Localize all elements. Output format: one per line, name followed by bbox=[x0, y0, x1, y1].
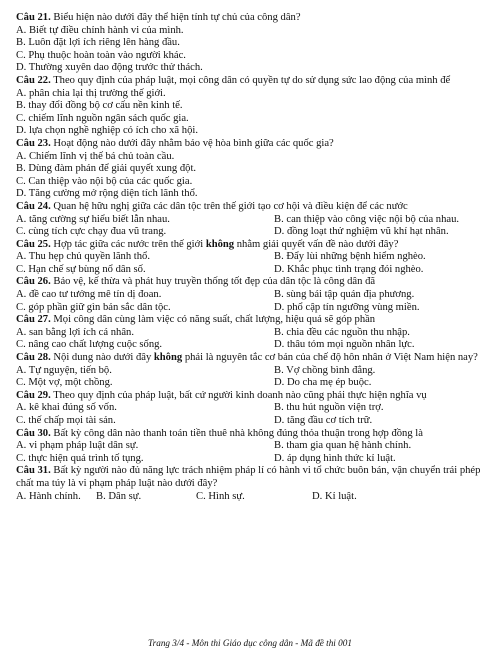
option-b: B. Luôn đặt lợi ích riêng lên hàng đầu. bbox=[16, 37, 180, 49]
option-a: A. phân chia lại thị trường thế giới. bbox=[16, 87, 166, 99]
question-number: Câu 22. bbox=[16, 74, 51, 86]
question-text: Mọi công dân cùng làm việc có năng suất, chất lượng, hiệu quả sẽ góp phần bbox=[53, 314, 376, 326]
question-28 bbox=[16, 352, 486, 390]
question-23 bbox=[16, 138, 486, 201]
question-text-end: phải là nguyên tắc cơ bản của chế độ hôn nhân ở Việt Nam hiện nay? bbox=[182, 352, 478, 364]
question-keyword: không bbox=[153, 352, 183, 364]
question-stem bbox=[16, 352, 486, 365]
option-d: D. Thường xuyên dao động trước thử thách. bbox=[16, 62, 203, 74]
question-30 bbox=[16, 428, 486, 466]
options-row bbox=[16, 377, 486, 390]
question-stem bbox=[16, 75, 486, 88]
question-number: Câu 30. bbox=[16, 427, 51, 439]
question-stem bbox=[16, 390, 486, 403]
option-b: B. sùng bái tập quán địa phương. bbox=[274, 289, 415, 301]
option-c: C. góp phần giữ gìn bản sắc dân tộc. bbox=[16, 301, 171, 313]
option-b: B. Dân sự. bbox=[96, 490, 142, 502]
question-stem bbox=[16, 314, 486, 327]
question-stem bbox=[16, 428, 486, 441]
question-keyword: không bbox=[205, 238, 235, 250]
option-d: D. Khắc phục tình trạng đói nghèo. bbox=[274, 263, 424, 275]
question-26 bbox=[16, 276, 486, 314]
option-a: A. đề cao tư tưởng mê tín dị đoan. bbox=[16, 289, 162, 301]
option-a: A. vi phạm pháp luật dân sự. bbox=[16, 440, 139, 452]
question-22 bbox=[16, 75, 486, 138]
option-b: B. Dùng đàm phán để giải quyết xung đột. bbox=[16, 163, 197, 175]
question-29 bbox=[16, 390, 486, 428]
option-b: B. tham gia quan hệ hành chính. bbox=[274, 440, 412, 452]
option-a: A. Hành chính. bbox=[16, 490, 81, 502]
question-number: Câu 23. bbox=[16, 137, 51, 149]
question-number: Câu 21. bbox=[16, 12, 51, 23]
option-c: C. Can thiệp vào nội bộ của các quốc gia. bbox=[16, 175, 193, 187]
option-c: C. thực hiện quá trình tố tụng. bbox=[16, 452, 144, 464]
question-text: Hoạt động nào dưới đây nhằm bảo vệ hòa bình giữa các quốc gia? bbox=[53, 137, 334, 149]
question-text: Biểu hiện nào dưới đây thể hiện tính tự chủ của công dân? bbox=[53, 12, 301, 23]
option-d: D. Do cha mẹ ép buộc. bbox=[274, 377, 372, 389]
option-c: C. Hình sự. bbox=[196, 490, 245, 502]
option-d: D. Tăng cường mở rộng diện tích lãnh thổ. bbox=[16, 188, 198, 200]
options-row bbox=[16, 264, 486, 277]
options-row bbox=[16, 365, 486, 378]
question-text: Theo quy định của pháp luật, mọi công dân có quyền tự do sử dụng sức lao động của mình để bbox=[53, 74, 451, 86]
question-stem bbox=[16, 465, 486, 490]
question-text-start: Nội dung nào dưới đây bbox=[53, 352, 154, 364]
question-number: Câu 29. bbox=[16, 389, 51, 401]
question-stem bbox=[16, 276, 486, 289]
options-row bbox=[16, 289, 486, 302]
options-row bbox=[16, 415, 486, 428]
options-row bbox=[16, 251, 486, 264]
option-a: A. tăng cường sự hiểu biết lẫn nhau. bbox=[16, 213, 170, 225]
option-a: A. Tự nguyện, tiến bộ. bbox=[16, 364, 112, 376]
option-a: A. Chiếm lĩnh vị thế bá chủ toàn cầu. bbox=[16, 150, 175, 162]
option-c: C. thế chấp mọi tài sản. bbox=[16, 415, 116, 426]
question-21 bbox=[16, 12, 486, 75]
question-text-end: nhằm giải quyết vấn đề nào dưới đây? bbox=[234, 238, 399, 250]
question-27 bbox=[16, 314, 486, 352]
question-text: Quan hệ hữu nghị giữa các dân tộc trên thế giới tạo cơ hội và điều kiện để các nước bbox=[53, 200, 408, 212]
option-d: D. áp dụng hình thức kỉ luật. bbox=[274, 452, 396, 464]
option-a: A. san bằng lợi ích cá nhân. bbox=[16, 326, 134, 338]
option-b: B. can thiệp vào công việc nội bộ của nhau. bbox=[274, 213, 460, 225]
option-a: A. Biết tự điều chỉnh hành vi của mình. bbox=[16, 24, 184, 36]
options-row bbox=[16, 453, 486, 466]
option-c: C. cùng tích cực chạy đua vũ trang. bbox=[16, 226, 167, 238]
question-24 bbox=[16, 201, 486, 239]
option-c: C. Phụ thuộc hoàn toàn vào người khác. bbox=[16, 49, 186, 61]
options-row bbox=[16, 339, 486, 352]
option-d: D. Kỉ luật. bbox=[312, 490, 357, 502]
option-b: B. chia đều các nguồn thu nhập. bbox=[274, 326, 410, 338]
question-stem bbox=[16, 239, 486, 252]
option-d: D. đồng loạt thử nghiệm vũ khí hạt nhân. bbox=[274, 226, 449, 238]
question-number: Câu 26. bbox=[16, 276, 51, 288]
question-stem bbox=[16, 201, 486, 214]
question-number: Câu 25. bbox=[16, 238, 51, 250]
option-c: C. chiếm lĩnh nguồn ngân sách quốc gia. bbox=[16, 112, 189, 124]
question-number: Câu 24. bbox=[16, 200, 51, 212]
question-text: Bảo vệ, kế thừa và phát huy truyền thống tốt đẹp của dân tộc là công dân đã bbox=[53, 276, 376, 288]
options-row bbox=[16, 302, 486, 315]
question-text: Bất kỳ công dân nào thanh toán tiền thuê nhà không đúng thỏa thuận trong hợp đồng là bbox=[53, 427, 423, 439]
option-a: A. Thu hẹp chủ quyền lãnh thổ. bbox=[16, 251, 150, 263]
option-d: D. phổ cập tín ngưỡng vùng miền. bbox=[274, 301, 420, 313]
options-row bbox=[16, 226, 486, 239]
option-d: D. lựa chọn nghề nghiệp có ích cho xã hội. bbox=[16, 125, 198, 137]
options-row bbox=[16, 440, 486, 453]
options-row bbox=[16, 327, 486, 340]
question-text-start: Hợp tác giữa các nước trên thế giới bbox=[53, 238, 206, 250]
option-c: C. Một vợ, một chồng. bbox=[16, 377, 113, 389]
question-number: Câu 27. bbox=[16, 314, 51, 326]
option-b: B. thu hút nguồn viện trợ. bbox=[274, 402, 384, 414]
options-row bbox=[16, 402, 486, 415]
question-31 bbox=[16, 465, 486, 503]
options-row bbox=[16, 491, 486, 504]
question-text: Theo quy định của pháp luật, bất cứ người kinh doanh nào cũng phải thực hiện nghĩa vụ bbox=[53, 389, 427, 401]
option-b: B. Vợ chồng bình đẳng. bbox=[274, 364, 376, 376]
option-d: D. thâu tóm mọi nguồn nhân lực. bbox=[274, 339, 415, 351]
question-text: Bất kỳ người nào đủ năng lực trách nhiệm pháp lí có hành vi tổ chức buôn bán, vận chuyển trái phép chất ma túy là vi phạm pháp luật nào dưới đây? bbox=[16, 465, 481, 489]
options-row bbox=[16, 214, 486, 227]
question-number: Câu 28. bbox=[16, 352, 51, 364]
option-b: B. thay đổi đồng bộ cơ cấu nền kinh tế. bbox=[16, 100, 183, 112]
option-d: D. tăng đầu cơ tích trữ. bbox=[274, 415, 373, 426]
option-c: C. Hạn chế sự bùng nổ dân số. bbox=[16, 263, 146, 275]
page-footer: Trang 3/4 - Môn thi Giáo dục công dân - Mã đề thi 001 bbox=[148, 638, 352, 648]
option-a: A. kê khai đúng số vốn. bbox=[16, 402, 117, 414]
question-stem bbox=[16, 12, 486, 25]
option-b: B. Đẩy lùi những bệnh hiểm nghèo. bbox=[274, 251, 426, 263]
question-25 bbox=[16, 239, 486, 277]
option-c: C. nâng cao chất lượng cuộc sống. bbox=[16, 339, 163, 351]
question-stem bbox=[16, 138, 486, 151]
question-number: Câu 31. bbox=[16, 465, 51, 477]
